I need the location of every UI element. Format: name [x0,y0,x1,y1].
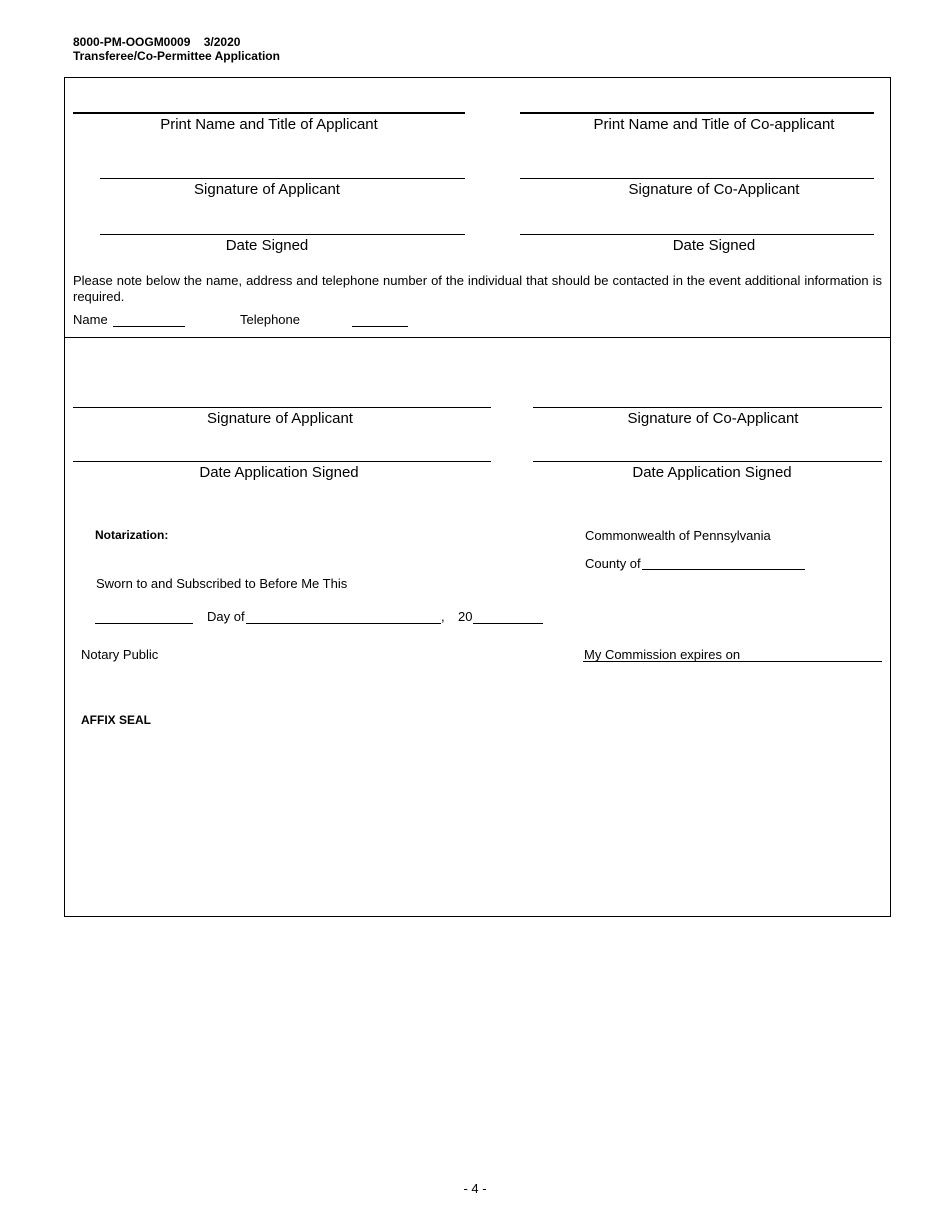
county-field[interactable] [642,569,805,570]
applicant-print-name-line[interactable] [73,112,465,114]
day-of-label: Day of [207,609,245,624]
commonwealth-label: Commonwealth of Pennsylvania [585,528,771,543]
notary-public-label: Notary Public [81,647,159,662]
co-applicant-signature-label-2: Signature of Co-Applicant [627,410,799,427]
co-applicant-signature-line[interactable] [520,178,874,179]
notary-month-field[interactable] [246,623,441,624]
form-revision: 3/2020 [203,35,241,49]
notarization-label: Notarization: [95,528,169,542]
affix-seal-label: AFFIX SEAL [81,713,152,727]
sworn-text: Sworn to and Subscribed to Before Me This [96,576,348,591]
co-applicant-date-signed-label: Date Signed [672,237,756,254]
applicant-date-signed-line[interactable] [100,234,465,235]
applicant-signature-line[interactable] [100,178,465,179]
applicant-print-name-label: Print Name and Title of Applicant [160,116,378,133]
contact-name-label: Name [73,312,108,327]
commission-expires-label: My Commission expires on [584,647,741,662]
co-applicant-date-signed-line[interactable] [520,234,874,235]
applicant-signature-label: Signature of Applicant [194,181,340,198]
notary-day-field[interactable] [95,623,193,624]
notary-year-field[interactable] [473,623,543,624]
co-applicant-print-name-line[interactable] [520,112,874,114]
commission-expires-field[interactable] [583,661,882,662]
date-comma: , [441,609,445,624]
county-label: County of [585,556,641,571]
applicant-date-application-signed-label: Date Application Signed [199,464,359,481]
contact-note: Please note below the name, address and telephone number of the individual that should be contacted in the event additional information is required. [73,273,882,304]
applicant-signature-line-2[interactable] [73,407,491,408]
form-header [73,35,280,63]
co-applicant-date-application-signed-label: Date Application Signed [632,464,792,481]
applicant-signature-label-2: Signature of Applicant [207,410,353,427]
form-title: Transferee/Co-Permittee Application [73,49,280,63]
form-number: 8000-PM-OOGM0009 [73,35,191,49]
page-number: - 4 - [463,1181,487,1196]
applicant-date-signed-label: Date Signed [225,237,309,254]
co-applicant-date-application-signed-line[interactable] [533,461,882,462]
co-applicant-print-name-label: Print Name and Title of Co-applicant [593,116,835,133]
applicant-date-application-signed-line[interactable] [73,461,491,462]
co-applicant-signature-label: Signature of Co-Applicant [628,181,800,198]
co-applicant-signature-line-2[interactable] [533,407,882,408]
year-prefix-label: 20 [458,609,473,624]
contact-name-field[interactable] [113,326,185,327]
contact-telephone-label: Telephone [240,312,300,327]
contact-telephone-field[interactable] [352,326,408,327]
